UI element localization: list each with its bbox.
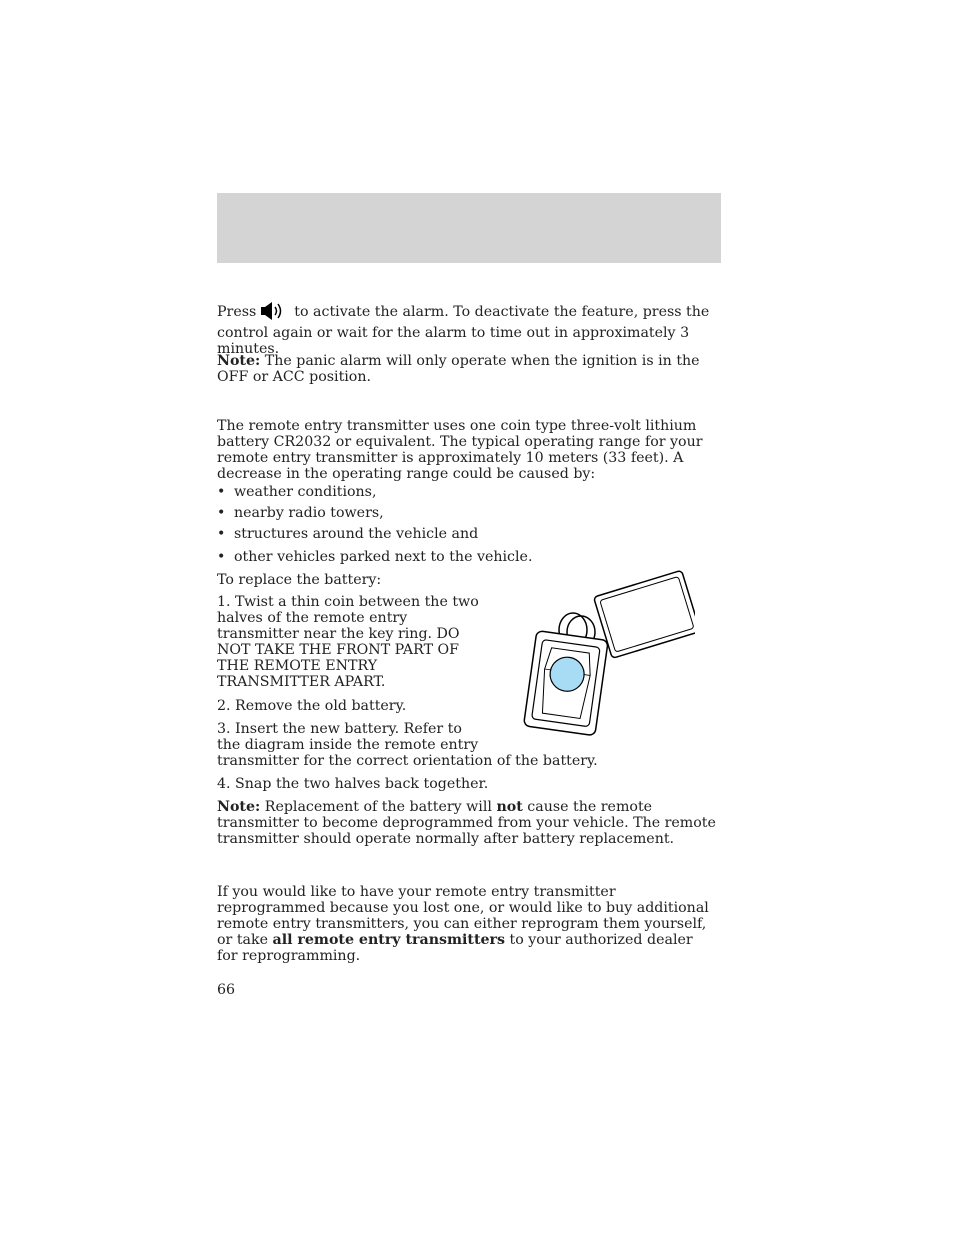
speaker-icon [260,301,286,325]
note-text-b: cause the remote transmitter to become deprogrammed from your vehicle. The remote transmitter should operate normally after battery replacement. [217,799,716,847]
page-number: 66 [217,982,236,998]
bullet: • [217,549,226,565]
note-text: The panic alarm will only operate when the ignition is in the OFF or ACC position. [217,353,700,385]
panic-text: to activate the alarm. To deactivate the feature, press the control again or wait for the alarm to time out in approximately 3 minutes. [217,304,710,357]
note-emphasis: not [496,799,523,815]
panic-paragraph [217,301,717,357]
bullet: • [217,526,226,542]
battery-intro: The remote entry transmitter uses one coin type three-volt lithium battery CR2032 or equivalent. The typical operating range for your remote entry transmitter is approximately 10 meters (33 feet). A decrease in the operating range could be caused by: [217,418,703,482]
press-text: Press [217,304,257,320]
bullet: • [217,505,226,521]
note-label: Note: [217,799,261,815]
step-3a: 3. Insert the new battery. Refer to the diagram inside the remote entry [217,721,479,753]
list-item [217,526,478,542]
note-label: Note: [217,353,261,369]
list-item [217,484,376,500]
reprogram-text-b: to your authorized dealer for reprogramming. [217,932,693,964]
section-header-band [217,193,721,263]
reprogram-emphasis: all remote entry transmitters [272,932,505,948]
reprogram-text-a: If you would like to have your remote entry transmitter reprogrammed because you lost one, or would like to buy additional remote entry transmitters, you can either reprogram them yourself, or take [217,884,709,948]
step-4: 4. Snap the two halves back together. [217,776,489,792]
reprogram-paragraph [217,884,717,964]
note-text-a: Replacement of the battery will [264,799,492,815]
bullet-text: other vehicles parked next to the vehicle. [234,549,533,565]
list-item [217,549,532,565]
bullet-text: structures around the vehicle and [234,526,479,542]
battery-note [217,799,717,847]
step-3b: transmitter for the correct orientation of the battery. [217,753,598,769]
remote-transmitter-illustration [515,570,695,744]
step-2: 2. Remove the old battery. [217,698,407,714]
panic-note [217,353,717,385]
replace-heading: To replace the battery: [217,572,382,588]
step-1: 1. Twist a thin coin between the two halves of the remote entry transmitter near the key ring. DO NOT TAKE THE FRONT PART OF THE REMOTE ENTRY TRANSMITTER APART. [217,594,479,690]
bullet-text: nearby radio towers, [234,505,384,521]
bullet: • [217,484,226,500]
bullet-text: weather conditions, [234,484,377,500]
list-item [217,505,384,521]
